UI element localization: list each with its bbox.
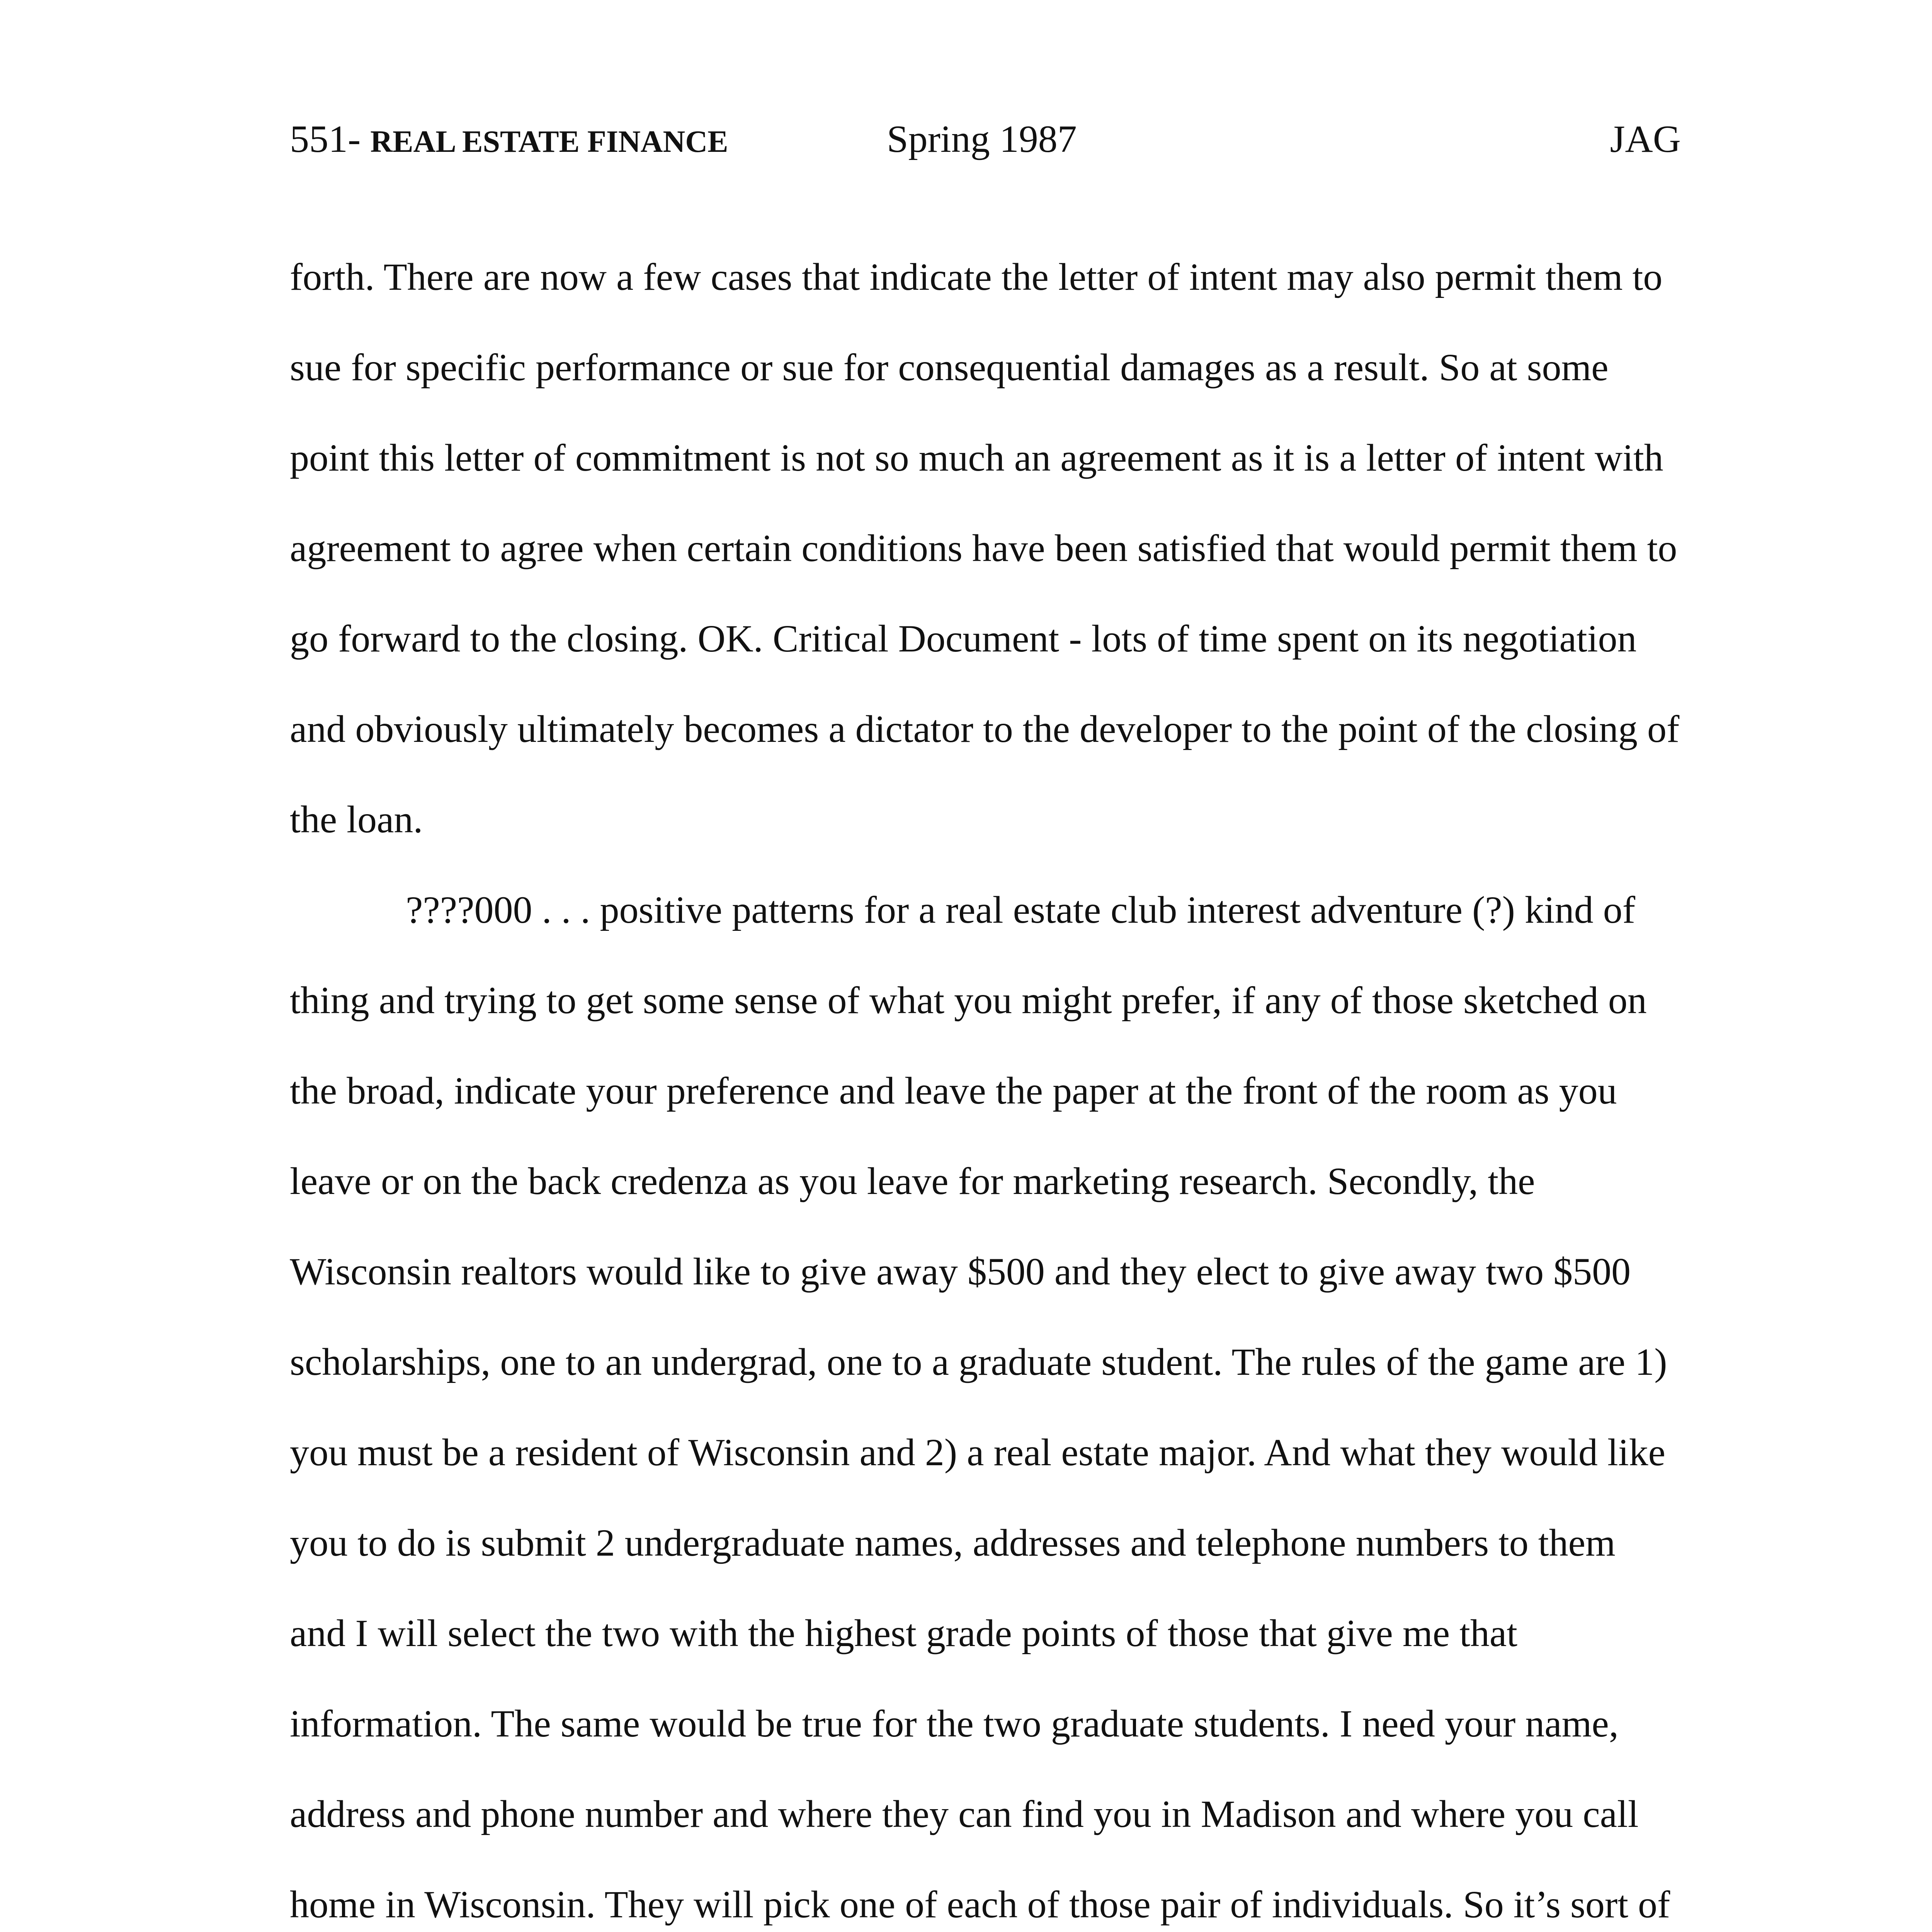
paragraph-announcements: ????000 . . . positive patterns for a real estate club interest adventure (?) kind of thing and trying to get some sense of what you might prefer, if any of those sketched on the broad, indicate your preference and leave the paper at the front of the room as you leave or on the back credenza as you leave for marketing research. Secondly, the Wisconsin realtors would like to give away $500 and they elect to give away two $500 scholarships, one to an undergrad, one to a graduate student. The rules of the game are 1) you must be a resident of Wisconsin and 2) a real estate major. And what they would like you to do is submit 2 undergraduate names, addresses and telephone numbers to them and I will select the two with the highest grade points of those that give me that information. The same would be true for the two graduate students. I need your name, address and phone number and where they can find you in Madison and where you call home in Wisconsin. They will pick one of each of those pair of individuals. So it’s sort of [290,888,1670,1926]
paragraph-continuation: forth. There are now a few cases that indicate the letter of intent may also permit them to sue for specific performance or sue for consequential damages as a result. So at some point this letter of commitment is not so much an agreement as it is a letter of intent with agreement to agree when certain conditions have been satisfied that would permit them to go forward to the closing. OK. Critical Document - lots of time spent on its negotiation and obviously ultimately becomes a dictator to the developer to the point of the closing of the loan. [290,255,1680,841]
term-label: Spring 1987 [887,117,1077,160]
course-number: 551- [290,117,371,160]
course-heading [290,116,728,165]
author-initials: JAG [1610,117,1681,160]
page-header [290,116,1681,162]
transcript-body [290,232,1681,1932]
course-title: REAL ESTATE FINANCE [370,125,728,159]
